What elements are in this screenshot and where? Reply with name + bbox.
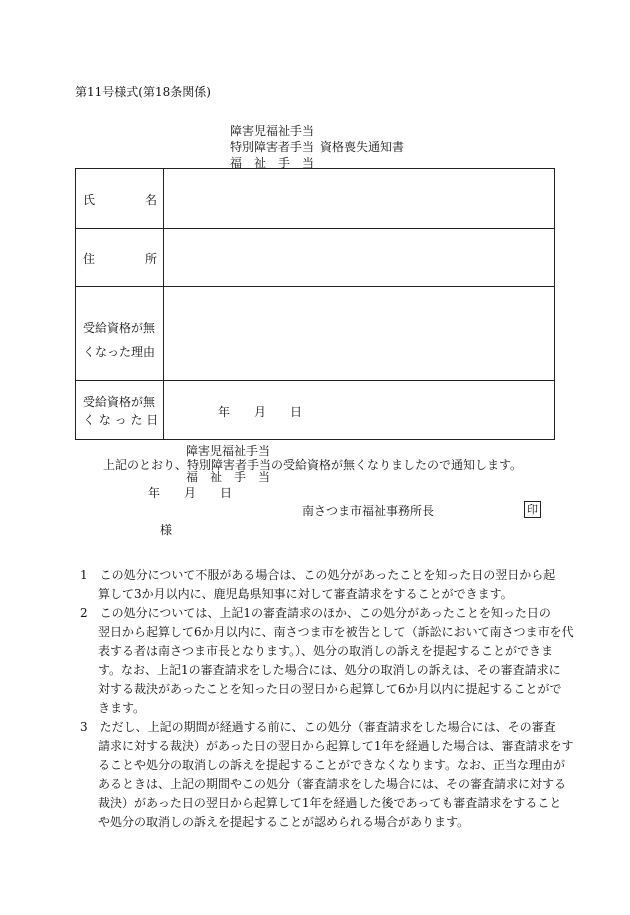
note-line: 1 この処分について不服がある場合は、この処分があったことを知った日の翌日から起 <box>80 568 556 582</box>
address-row <box>76 228 554 287</box>
date-label-line2: く な っ た 日 <box>83 413 159 427</box>
notice-allowance-1: 障害児福祉手当 <box>186 444 271 458</box>
note-line: 翌日から起算して6か月以内に、南さつま市を被告として（訴訟において南さつま市を代 <box>98 625 574 639</box>
reason-label-line1: 受給資格が無 <box>83 321 156 335</box>
notice-date: 年 月 日 <box>148 486 233 500</box>
addressee-honorific: 様 <box>160 523 173 537</box>
note-line: きます。 <box>98 701 146 715</box>
date-value: 年 月 日 <box>218 405 303 419</box>
title-allowance-1: 障害児福祉手当 <box>230 124 315 138</box>
note-line: 算して3か月以内に、鹿児島県知事に対して審査請求をすることができます。 <box>98 587 513 601</box>
note-line: 裁決）があった日の翌日から起算して1年を経過した後であっても審査請求をすること <box>98 796 562 810</box>
date-label-cell <box>76 381 164 440</box>
document-title: 資格喪失通知書 <box>320 140 405 154</box>
name-value-cell[interactable] <box>164 169 554 228</box>
address-label-right: 所 <box>144 252 157 266</box>
address-value-cell[interactable] <box>164 229 554 287</box>
reason-label-cell <box>76 287 164 381</box>
name-label-cell <box>76 169 164 228</box>
reason-value-cell[interactable] <box>164 287 554 381</box>
note-line: あるときは、上記の期間やこの処分（審査請求をした場合には、その審査請求に対する <box>98 777 567 791</box>
address-label-cell <box>76 229 164 287</box>
name-label-right: 名 <box>144 193 157 207</box>
note-line: す。なお、上記1の審査請求をした場合には、処分の取消しの訴えは、その審査請求に <box>98 663 561 677</box>
reason-label-line2: くなった理由 <box>83 345 156 359</box>
date-row <box>76 380 554 440</box>
recipient-info-table <box>75 168 555 440</box>
seal-mark: 印 <box>524 501 541 518</box>
date-value-cell[interactable] <box>164 381 554 440</box>
note-line: や処分の取消しの訴えを提起することが認められる場合があります。 <box>98 815 470 829</box>
address-label-left: 住 <box>83 252 96 266</box>
note-line: 請求に対する裁決）があった日の翌日から起算して1年を経過した場合は、審査請求をす <box>98 739 574 753</box>
note-line: 2 この処分については、上記1の審査請求のほか、この処分があったことを知った日の <box>80 606 551 620</box>
note-line: 対する裁決があったことを知った日の翌日から起算して6か月以内に提起することがで <box>98 682 562 696</box>
reason-row <box>76 286 554 381</box>
date-label-line1: 受給資格が無 <box>83 395 156 409</box>
name-row <box>76 169 554 228</box>
notice-allowance-3: 福 祉 手 当 <box>186 470 271 484</box>
notice-sentence: 上記のとおり、特別障害者手当の受給資格が無くなりましたので通知します。 <box>103 458 523 472</box>
name-label-left: 氏 <box>83 193 96 207</box>
note-line: 表する者は南さつま市長となります。）、処分の取消しの訴えを提起することができま <box>98 644 554 658</box>
title-allowance-3: 福 祉 手 当 <box>230 156 315 170</box>
title-allowance-2: 特別障害者手当 <box>230 140 315 154</box>
note-line: 3 ただし、上記の期間が経過する前に、この処分（審査請求をした場合には、その審査 <box>80 720 556 734</box>
issuer-name: 南さつま市福祉事務所長 <box>302 504 435 518</box>
form-number-label: 第11号様式(第18条関係) <box>75 85 211 99</box>
note-line: ることや処分の取消しの訴えを提起することができなくなります。なお、正当な理由が <box>98 758 566 772</box>
